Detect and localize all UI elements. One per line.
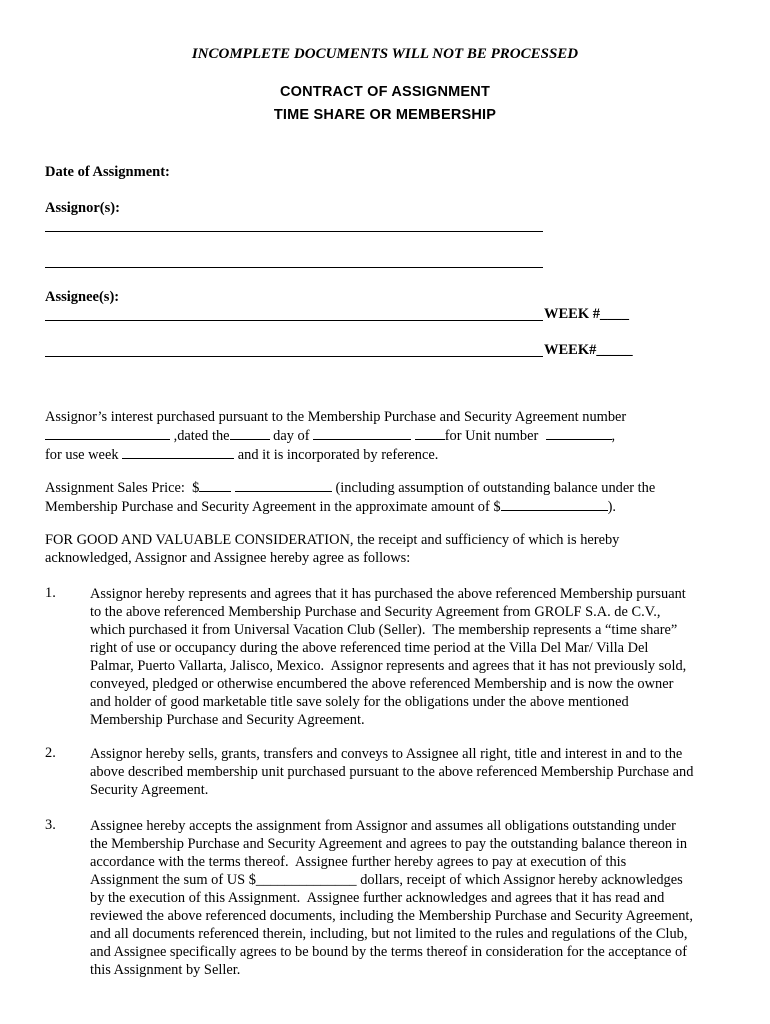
- document-subtitle: TIME SHARE OR MEMBERSHIP: [273, 107, 497, 123]
- assignee-label: Assignee(s):: [45, 289, 120, 305]
- sales-price-paragraph: [45, 478, 735, 516]
- item-3-text: [90, 817, 740, 979]
- document-title: CONTRACT OF ASSIGNMENT: [279, 84, 491, 100]
- unit-number-blank[interactable]: [546, 426, 612, 440]
- item-line: Assignor hereby represents and agrees that it has purchased the above referenced Membership pursuant: [90, 586, 686, 602]
- month-blank[interactable]: [313, 426, 411, 440]
- item-line: Assignment the sum of US $______________ dollars, receipt of which Assignor hereby acknowledges: [90, 872, 683, 888]
- sales-price-blank-b[interactable]: [235, 478, 332, 492]
- use-week-blank[interactable]: [122, 445, 234, 459]
- item-2-text: [90, 745, 740, 799]
- consideration-line-2: acknowledged, Assignor and Assignee hereby agree as follows:: [45, 550, 411, 566]
- consideration-line-1: FOR GOOD AND VALUABLE CONSIDERATION, the receipt and sufficiency of which is hereby: [45, 532, 620, 548]
- item-line: this Assignment by Seller.: [90, 962, 241, 978]
- comma-text: ,: [611, 428, 616, 444]
- item-line: reviewed the above referenced documents, including the Membership Purchase and Security Agreement,: [90, 908, 693, 924]
- item-line: and holder of good marketable title save solely for the obligations under the above mentioned: [90, 694, 629, 710]
- sales-line-2: [45, 497, 735, 516]
- assignor-line-2[interactable]: [45, 267, 543, 268]
- dated-the-text: ,dated the: [173, 428, 230, 444]
- sales-price-note: (including assumption of outstanding balance under the: [335, 480, 656, 496]
- year-blank[interactable]: [415, 426, 445, 440]
- item-line: Membership Purchase and Security Agreement.: [90, 712, 365, 728]
- item-number: 2.: [45, 745, 56, 761]
- closing-paren-text: ).: [607, 499, 616, 515]
- assignee-line-1[interactable]: [45, 320, 543, 321]
- for-use-week-text: for use week: [45, 447, 119, 463]
- interest-line-2: [45, 426, 735, 445]
- agreement-number-blank[interactable]: [45, 426, 170, 440]
- item-line: and Assignee specifically agrees to be bound by the terms thereof in consideration for the acceptance of: [90, 944, 687, 960]
- item-line: which purchased it from Universal Vacation Club (Seller). The membership represents a “time share”: [90, 622, 678, 638]
- sales-price-blank-a[interactable]: [199, 478, 231, 492]
- date-of-assignment-label: Date of Assignment:: [45, 164, 170, 180]
- incorporated-text: and it is incorporated by reference.: [237, 447, 439, 463]
- day-blank[interactable]: [230, 426, 270, 440]
- sales-price-label: Assignment Sales Price: $: [45, 480, 200, 496]
- processing-notice: INCOMPLETE DOCUMENTS WILL NOT BE PROCESSED: [191, 46, 579, 62]
- assignee-line-2[interactable]: [45, 356, 543, 357]
- approximate-amount-text: Membership Purchase and Security Agreement in the approximate amount of $: [45, 499, 501, 515]
- day-of-text: day of: [273, 428, 310, 444]
- item-line: Security Agreement.: [90, 782, 209, 798]
- item-line: and all documents referenced therein, including, but not limited to the rules and regulations of the Club,: [90, 926, 688, 942]
- sales-line-1: [45, 478, 735, 497]
- consideration-paragraph: [45, 531, 735, 567]
- item-line: Palmar, Puerto Vallarta, Jalisco, Mexico. Assignor represents and agrees that it has not previously sold,: [90, 658, 687, 674]
- approximate-amount-blank[interactable]: [501, 497, 608, 511]
- for-unit-number-text: for Unit number: [444, 428, 539, 444]
- item-line: conveyed, pledged or otherwise encumbered the above referenced Membership and is now the owner: [90, 676, 674, 692]
- item-number: 3.: [45, 817, 56, 833]
- item-line: above described membership unit purchased pursuant to the above referenced Membership Purchase and: [90, 764, 694, 780]
- item-line: Assignee hereby accepts the assignment from Assignor and assumes all obligations outstanding under: [90, 818, 676, 834]
- week-field-1[interactable]: WEEK #____: [544, 306, 629, 322]
- assignor-label: Assignor(s):: [45, 200, 120, 216]
- item-line: by the execution of this Assignment. Assignee further acknowledges and agrees that it has read and: [90, 890, 665, 906]
- item-1-text: [90, 585, 740, 729]
- interest-paragraph: [45, 408, 735, 464]
- item-line: to the above referenced Membership Purchase and Security Agreement from GROLF S.A. de C.V.,: [90, 604, 661, 620]
- item-line: the Membership Purchase and Security Agreement and agrees to pay the outstanding balance thereon in: [90, 836, 688, 852]
- week-field-2[interactable]: WEEK#_____: [544, 342, 633, 358]
- interest-line-3: [45, 445, 735, 464]
- item-line: Assignor hereby sells, grants, transfers and conveys to Assignee all right, title and interest in and to the: [90, 746, 683, 762]
- item-number: 1.: [45, 585, 56, 601]
- interest-line-1: Assignor’s interest purchased pursuant to the Membership Purchase and Security Agreement number: [45, 409, 627, 425]
- item-line: right of use or occupancy during the above referenced time period at the Villa Del Mar/ Villa Del: [90, 640, 649, 656]
- item-line: accordance with the terms thereof. Assignee further hereby agrees to pay at execution of this: [90, 854, 627, 870]
- assignor-line-1[interactable]: [45, 231, 543, 232]
